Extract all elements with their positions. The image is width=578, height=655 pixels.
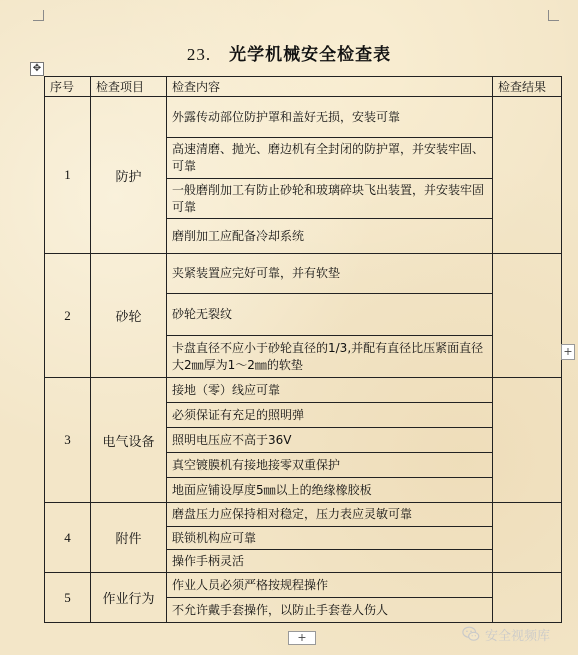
page-corner-mark-right [548,10,559,21]
check-content: 磨盘压力应保持相对稳定，压力表应灵敏可靠 [167,503,493,527]
result-cell[interactable] [493,573,562,623]
result-cell[interactable] [493,503,562,573]
table-row [45,503,562,527]
check-content: 必须保证有充足的照明弹 [167,403,493,428]
header-content: 检查内容 [167,77,493,97]
check-content: 外露传动部位防护罩和盖好无损，安装可靠 [167,97,493,138]
table-row [45,573,562,598]
header-item: 检查项目 [91,77,167,97]
check-content: 卡盘直径不应小于砂轮直径的1/3,并配有直径比压紧面直径大2㎜厚为1～2㎜的软垫 [167,336,493,378]
check-content: 磨削加工应配备冷却系统 [167,219,493,254]
check-content: 砂轮无裂纹 [167,294,493,336]
check-content: 照明电压应不高于36V [167,428,493,453]
page-corner-mark-left [33,10,44,21]
row-number: 2 [45,254,91,378]
watermark [462,624,550,644]
check-content: 操作手柄灵活 [167,550,493,573]
header-result: 检查结果 [493,77,562,97]
wechat-icon [462,625,480,643]
check-content: 夹紧装置应完好可靠，并有软垫 [167,254,493,294]
title-text: 光学机械安全检查表 [229,45,392,65]
row-number: 4 [45,503,91,573]
title-number: 23. [186,45,212,64]
table-row [45,378,562,403]
check-content: 作业人员必须严格按规程操作 [167,573,493,598]
table-move-handle-icon[interactable]: ✥ [30,62,44,76]
check-item: 砂轮 [91,254,167,378]
check-content: 一般磨削加工有防止砂轮和玻璃碎块飞出装置，并安装牢固可靠 [167,179,493,219]
table-row [45,254,562,294]
row-number: 3 [45,378,91,503]
check-item: 附件 [91,503,167,573]
watermark-text: 安全视频库 [485,628,551,644]
check-content: 真空镀膜机有接地接零双重保护 [167,453,493,478]
header-no: 序号 [45,77,91,97]
check-content: 高速清磨、抛光、磨边机有全封闭的防护罩，并安装牢固、可靠 [167,138,493,179]
table-row [45,97,562,138]
check-content: 不允许戴手套操作，以防止手套卷人伤人 [167,598,493,623]
safety-checklist-table [44,76,562,623]
document-title [0,40,578,65]
check-item: 防护 [91,97,167,254]
result-cell[interactable] [493,97,562,254]
add-row-button[interactable]: + [288,631,316,645]
check-content: 地面应铺设厚度5㎜以上的绝缘橡胶板 [167,478,493,503]
check-content: 接地（零）线应可靠 [167,378,493,403]
check-content: 联锁机构应可靠 [167,527,493,550]
header-row [45,77,562,97]
row-number: 5 [45,573,91,623]
check-item: 电气设备 [91,378,167,503]
result-cell[interactable] [493,254,562,378]
row-number: 1 [45,97,91,254]
result-cell[interactable] [493,378,562,503]
add-column-button[interactable]: + [561,344,575,360]
check-item: 作业行为 [91,573,167,623]
